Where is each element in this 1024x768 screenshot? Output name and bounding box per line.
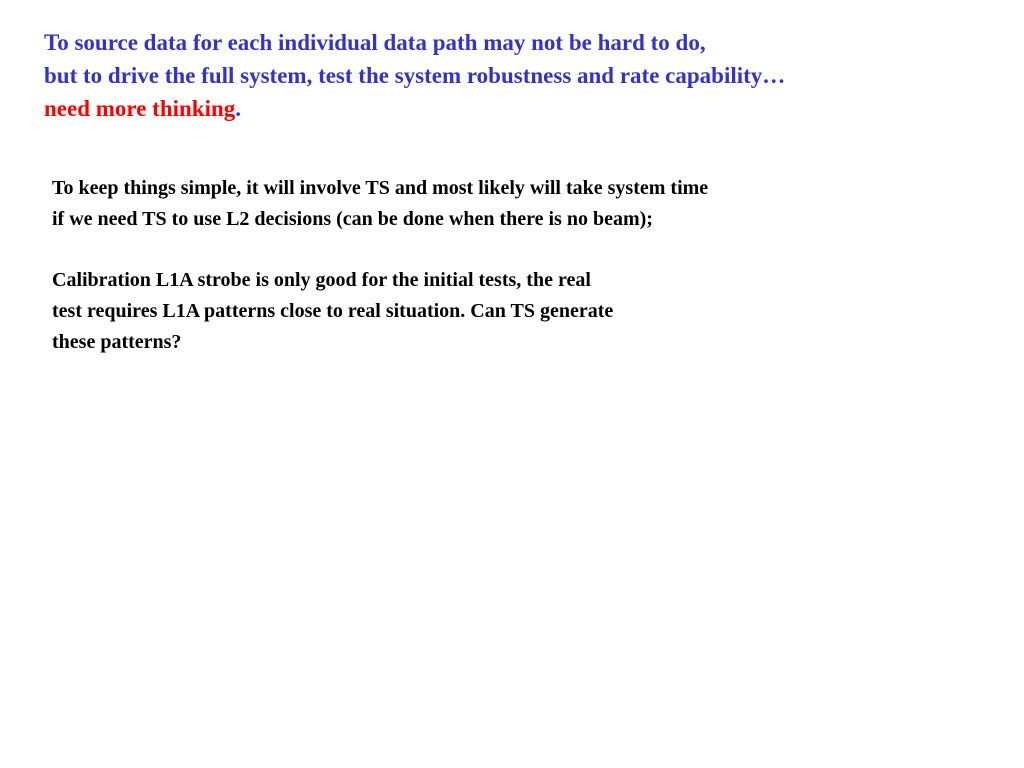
heading-line-1: To source data for each individual data path may not be hard to do, [44,30,706,55]
paragraph-ts-usage [52,173,972,235]
paragraph-l1a-patterns [52,265,972,358]
heading-line-3 [44,92,1004,125]
paragraph-1-line-2: if we need TS to use L2 decisions (can be done when there is no beam); [52,208,653,230]
slide-heading [44,26,1004,125]
paragraph-2-line-2: test requires L1A patterns close to real situation. Can TS generate [52,300,614,322]
heading-emphasis: need more thinking [44,96,236,121]
heading-period: . [235,96,242,121]
paragraph-2-line-1: Calibration L1A strobe is only good for the initial tests, the real [52,269,591,291]
heading-line-2: but to drive the full system, test the system robustness and rate capability… [44,63,786,88]
paragraph-1-line-1: To keep things simple, it will involve TS and most likely will take system time [52,177,709,199]
paragraph-2-line-3: these patterns? [52,331,182,353]
